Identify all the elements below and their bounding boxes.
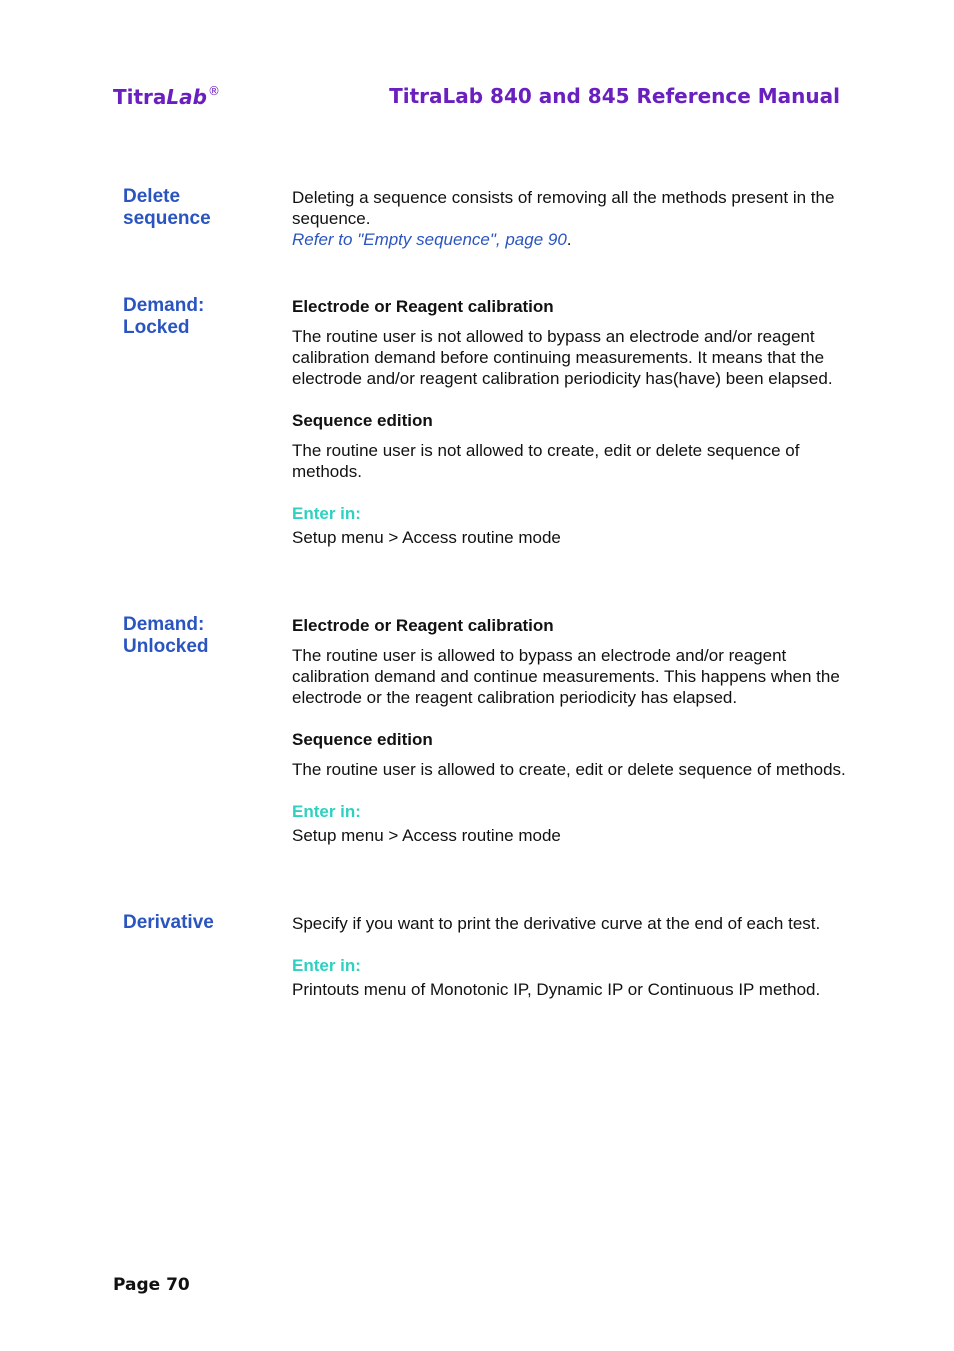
term-demand-unlocked [123,614,273,658]
term-line: Derivative [123,912,214,933]
term-line: Unlocked [123,636,209,657]
brand-italic: Lab [166,85,207,109]
term-derivative [123,912,273,934]
menu-path: Setup menu > Access routine mode [292,528,561,547]
desc-derivative [292,913,862,1000]
term-demand-locked [123,295,273,339]
desc-delete-sequence [292,187,852,250]
subheading-calibration: Electrode or Reagent calibration [292,616,554,635]
enter-in-label: Enter in: [292,956,361,975]
term-line: Delete [123,186,181,207]
subheading-sequence-edition: Sequence edition [292,411,433,430]
term-line: Demand: [123,295,205,316]
description-text: The routine user is allowed to bypass an electrode and/or reagent calibration demand and continue measurements. This happens when the electrode or the reagent calibration periodicity has elapsed. [292,646,840,707]
term-line: sequence [123,208,211,229]
menu-path: Printouts menu of Monotonic IP, Dynamic IP or Continuous IP method. [292,980,821,999]
term-delete-sequence [123,186,273,230]
desc-demand-unlocked [292,615,852,846]
term-line: Locked [123,317,190,338]
cross-reference-link[interactable]: Refer to "Empty sequence", page 90 [292,230,567,249]
term-line: Demand: [123,614,205,635]
description-text: Deleting a sequence consists of removing all the methods present in the sequence. [292,188,835,228]
link-suffix: . [566,230,572,249]
description-text: Specify if you want to print the derivative curve at the end of each test. [292,914,821,933]
enter-in-label: Enter in: [292,802,361,821]
description-text: The routine user is not allowed to bypass an electrode and/or reagent calibration demand before continuing measurements. It means that the electrode and/or reagent calibration periodicity has(have) been elapsed. [292,327,833,388]
brand-prefix: Titra [113,85,167,109]
subheading-calibration: Electrode or Reagent calibration [292,297,554,316]
manual-title: TitraLab 840 and 845 Reference Manual [389,84,840,108]
enter-in-label: Enter in: [292,504,361,523]
menu-path: Setup menu > Access routine mode [292,826,561,845]
page-number: Page 70 [113,1275,190,1295]
description-text: The routine user is not allowed to create, edit or delete sequence of methods. [292,441,800,481]
registered-mark: ® [207,84,220,98]
desc-demand-locked [292,296,852,548]
subheading-sequence-edition: Sequence edition [292,730,433,749]
brand-logo [113,84,220,109]
description-text: The routine user is allowed to create, edit or delete sequence of methods. [292,760,846,779]
